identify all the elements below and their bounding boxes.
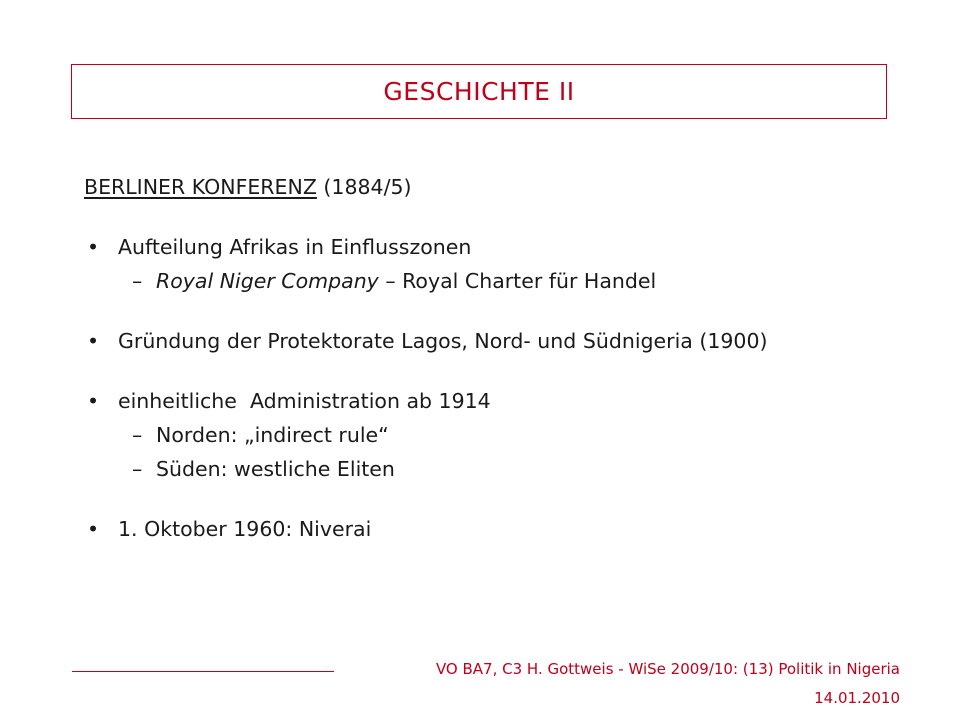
bullet-item: [84, 234, 884, 260]
sub-item: [84, 422, 884, 448]
heading-years: (1884/5): [316, 175, 412, 199]
bullet-dot: •: [87, 389, 100, 413]
sub-text: [156, 268, 656, 294]
bullet-group-2: [84, 328, 884, 354]
slide-content: [84, 174, 884, 576]
bullet-item: [84, 328, 884, 354]
sub-item: [84, 456, 884, 482]
bullet-group-4: [84, 516, 884, 542]
bullet-item: [84, 388, 884, 414]
bullet-dot: •: [87, 235, 100, 259]
sub-text: Süden: westliche Eliten: [156, 457, 395, 481]
bullet-dot: •: [87, 329, 100, 353]
bullet-item: [84, 516, 884, 542]
bullet-dot: •: [87, 517, 100, 541]
bullet-text: Aufteilung Afrikas in Einflusszonen: [118, 235, 472, 259]
section-heading: [84, 174, 884, 200]
title-box: [71, 64, 887, 119]
sub-dash: –: [132, 269, 143, 293]
bullet-group-3: [84, 388, 884, 482]
footer-course: VO BA7, C3 H. Gottweis - WiSe 2009/10: (13) Politik in Nigeria: [435, 660, 900, 678]
bullet-text: 1. Oktober 1960: Niverai: [118, 517, 372, 541]
bullet-text: einheitliche Administration ab 1914: [118, 389, 491, 413]
slide-title: GESCHICHTE II: [383, 77, 575, 106]
sub-rest: – Royal Charter für Handel: [378, 269, 657, 293]
heading-underlined: BERLINER KONFERENZ: [84, 175, 317, 199]
bullet-group-1: [84, 234, 884, 294]
sub-italic: Royal Niger Company: [156, 269, 379, 293]
bullet-text: Gründung der Protektorate Lagos, Nord- und Südnigeria (1900): [118, 329, 768, 353]
sub-dash: –: [132, 423, 143, 447]
sub-item: [84, 268, 884, 294]
footer-date: 14.01.2010: [814, 689, 900, 707]
footer-divider: [72, 671, 334, 672]
sub-dash: –: [132, 457, 143, 481]
sub-text: Norden: „indirect rule“: [156, 423, 389, 447]
